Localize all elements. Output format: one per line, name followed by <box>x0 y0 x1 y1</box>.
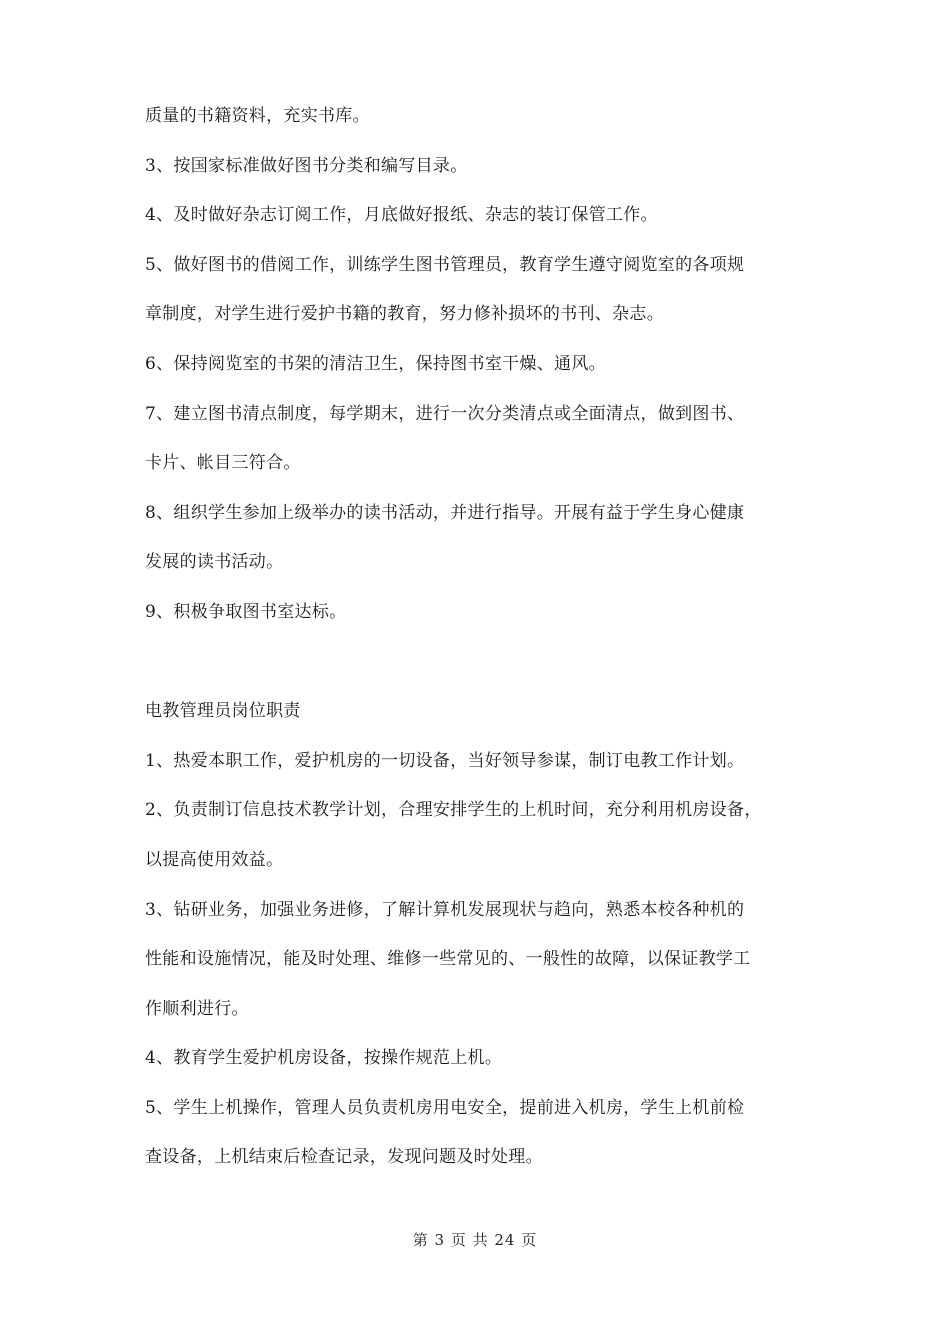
section-title: 电教管理员岗位职责 <box>145 701 301 722</box>
text-line: 以提高使用效益。 <box>145 849 284 870</box>
text-line: 4、及时做好杂志订阅工作，月底做好报纸、杂志的装订保管工作。 <box>145 205 658 226</box>
text-line: 发展的读书活动。 <box>145 552 284 573</box>
text-line: 章制度，对学生进行爱护书籍的教育，努力修补损坏的书刊、杂志。 <box>145 304 664 325</box>
text-line: 5、学生上机操作，管理人员负责机房用电安全，提前进入机房，学生上机前检 <box>145 1097 745 1118</box>
text-line: 5、做好图书的借阅工作，训练学生图书管理员，教育学生遵守阅览室的各项规 <box>145 254 745 275</box>
section-spacer <box>145 638 825 688</box>
text-line: 性能和设施情况，能及时处理、维修一些常见的、一般性的故障，以保证教学工 <box>145 949 751 970</box>
text-line: 2、负责制订信息技术教学计划，合理安排学生的上机时间，充分利用机房设备， <box>145 800 762 821</box>
page-number-footer: 第 3 页 共 24 页 <box>412 1231 538 1249</box>
text-line: 卡片、帐目三符合。 <box>145 453 301 474</box>
text-line: 4、教育学生爱护机房设备，按操作规范上机。 <box>145 1048 503 1069</box>
text-line: 8、组织学生参加上级举办的读书活动，并进行指导。开展有益于学生身心健康 <box>145 502 745 523</box>
text-line: 7、建立图书清点制度，每学期末，进行一次分类清点或全面清点，做到图书、 <box>145 403 745 424</box>
text-line: 6、保持阅览室的书架的清洁卫生，保持图书室干燥、通风。 <box>145 353 606 374</box>
text-line: 作顺利进行。 <box>145 998 249 1019</box>
text-line: 1、热爱本职工作，爱护机房的一切设备，当好领导参谋，制订电教工作计划。 <box>145 750 745 771</box>
text-line: 3、按国家标准做好图书分类和编写目录。 <box>145 155 468 176</box>
text-line: 9、积极争取图书室达标。 <box>145 601 347 622</box>
text-line: 3、钻研业务，加强业务进修，了解计算机发展现状与趋向，熟悉本校各种机的 <box>145 899 745 920</box>
text-line: 查设备，上机结束后检查记录，发现问题及时处理。 <box>145 1147 543 1168</box>
document-body <box>145 92 825 1183</box>
text-line: 质量的书籍资料，充实书库。 <box>145 106 370 126</box>
